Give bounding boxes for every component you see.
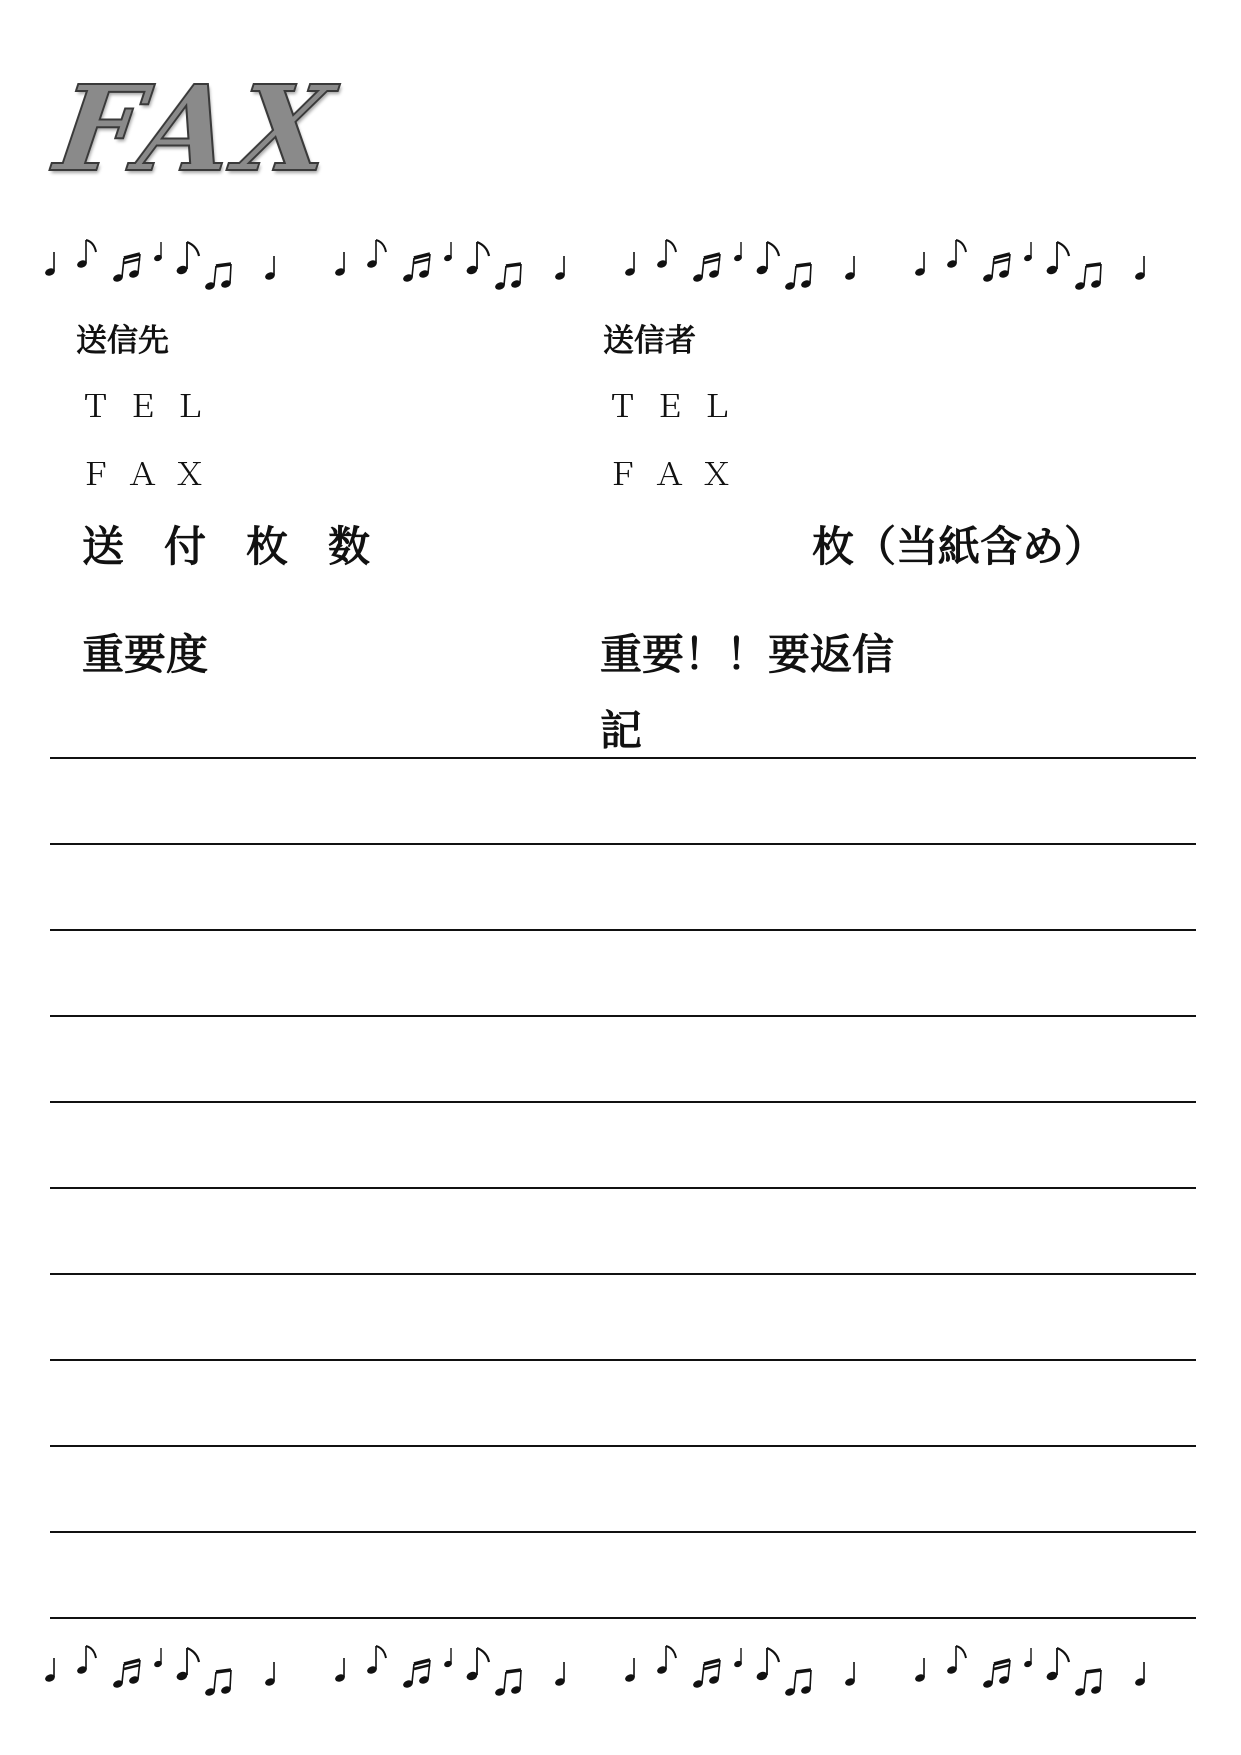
pages-label: 送付枚数 xyxy=(82,522,411,571)
writing-line xyxy=(50,1531,1196,1533)
writing-line xyxy=(50,1359,1196,1361)
writing-line xyxy=(50,1445,1196,1447)
sender-heading: 送信者 xyxy=(603,323,696,359)
writing-line xyxy=(50,843,1196,845)
writing-line xyxy=(50,1273,1196,1275)
notes-heading: 記 xyxy=(600,706,643,755)
music-notes-icon xyxy=(40,232,1205,292)
writing-line xyxy=(50,929,1196,931)
music-notes-border-bottom xyxy=(40,1638,1205,1698)
writing-line xyxy=(50,757,1196,759)
recipient-fax-label: ＦＡＸ xyxy=(80,457,221,493)
writing-line xyxy=(50,1101,1196,1103)
sender-fax-label: ＦＡＸ xyxy=(607,457,748,493)
sender-tel-label: ＴＥＬ xyxy=(607,389,748,425)
importance-options: 重要！！要返信 xyxy=(600,630,895,679)
writing-line xyxy=(50,1015,1196,1017)
music-notes-icon xyxy=(40,1638,1205,1698)
writing-line xyxy=(50,1187,1196,1189)
recipient-tel-label: ＴＥＬ xyxy=(80,389,221,425)
writing-line xyxy=(50,1617,1196,1619)
importance-label: 重要度 xyxy=(82,630,209,679)
fax-logo: FAX xyxy=(48,59,346,198)
recipient-heading: 送信先 xyxy=(76,323,169,359)
pages-suffix: 枚（当紙含め） xyxy=(812,522,1107,571)
music-notes-border-top xyxy=(40,232,1205,292)
